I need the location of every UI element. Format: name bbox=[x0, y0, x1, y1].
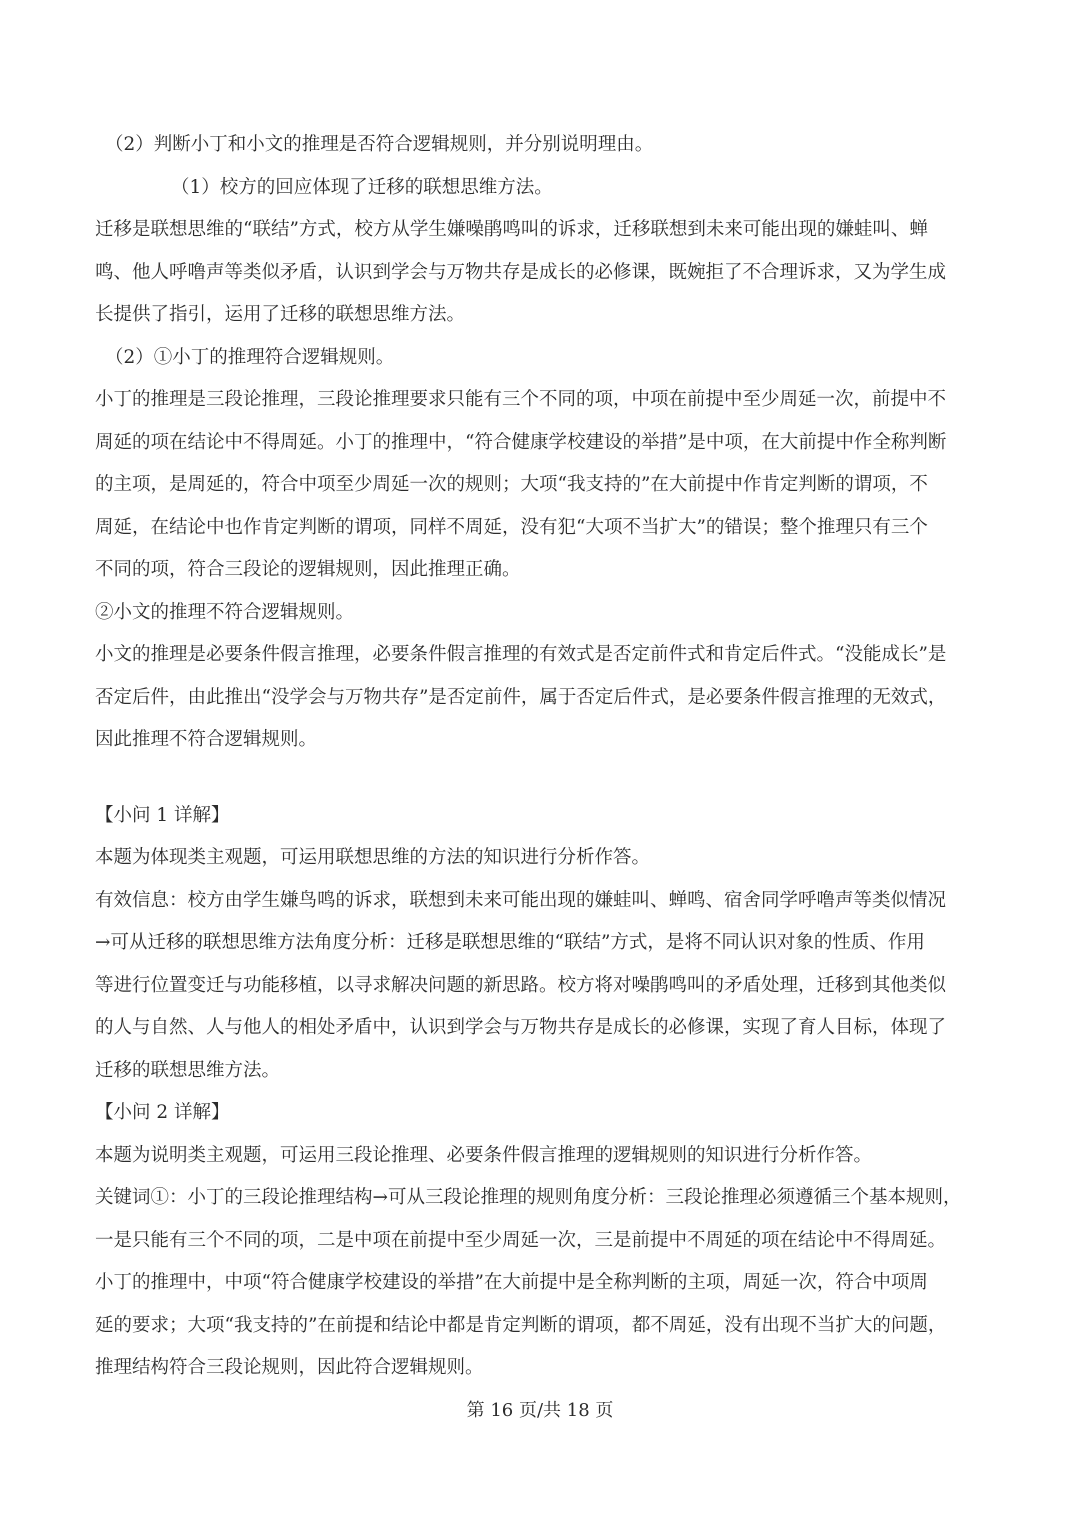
answer-part-2-sub-line: 小文的推理是必要条件假言推理，必要条件假言推理的有效式是否定前件式和肯定后件式。“没能成长”是 bbox=[95, 644, 947, 665]
analysis-q2-title: 【小问 2 详解】 bbox=[95, 1102, 230, 1123]
analysis-q2-line: 推理结构符合三段论规则，因此符合逻辑规则。 bbox=[95, 1357, 484, 1378]
analysis-q1-line: 等进行位置变迁与功能移植，以寻求解决问题的新思路。校方将对噪鹃鸣叫的矛盾处理，迁移到其他类似 bbox=[95, 974, 947, 996]
analysis-q2-line: 一是只能有三个不同的项，二是中项在前提中至少周延一次，三是前提中不周延的项在结论中不得周延。 bbox=[95, 1229, 947, 1251]
analysis-q2-line: 关键词①：小丁的三段论推理结构→可从三段论推理的规则角度分析：三段论推理必须遵循三个基本规则， bbox=[95, 1187, 962, 1208]
answer-part-2-line: 周延的项在结论中不得周延。小丁的推理中，“符合健康学校建设的举措”是中项，在大前提中作全称判断 bbox=[95, 431, 947, 453]
answer-part-2-line: 的主项，是周延的，符合中项至少周延一次的规则；大项“我支持的”在大前提中作肯定判断的谓项，不 bbox=[95, 474, 928, 495]
analysis-q1-line: 有效信息：校方由学生嫌鸟鸣的诉求，联想到未来可能出现的嫌蛙叫、蝉鸣、宿舍同学呼噜声等类似情况 bbox=[95, 889, 947, 911]
answer-part-1-line: 鸣、他人呼噜声等类似矛盾，认识到学会与万物共存是成长的必修课，既婉拒了不合理诉求，又为学生成 bbox=[95, 261, 947, 283]
analysis-q2-line: 本题为说明类主观题，可运用三段论推理、必要条件假言推理的逻辑规则的知识进行分析作答。 bbox=[95, 1144, 873, 1166]
answer-part-2-sub-heading: ②小文的推理不符合逻辑规则。 bbox=[95, 601, 355, 623]
section-gap bbox=[95, 762, 985, 795]
page-number-footer: 第 16 页/共 18 页 bbox=[466, 1400, 614, 1421]
analysis-q1-line: 的人与自然、人与他人的相处矛盾中，认识到学会与万物共存是成长的必修课，实现了育人目标，体现了 bbox=[95, 1017, 947, 1038]
answer-part-1-heading: （1）校方的回应体现了迁移的联想思维方法。 bbox=[171, 176, 553, 198]
answer-part-2-line: 小丁的推理是三段论推理，三段论推理要求只能有三个不同的项，中项在前提中至少周延一次，前提中不 bbox=[95, 389, 947, 410]
answer-part-2-sub-line: 因此推理不符合逻辑规则。 bbox=[95, 729, 318, 750]
answer-part-1-line: 迁移是联想思维的“联结”方式，校方从学生嫌噪鹃鸣叫的诉求，迁移联想到未来可能出现的嫌蛙叫、蝉 bbox=[95, 219, 928, 240]
analysis-q1-line: 本题为体现类主观题，可运用联想思维的方法的知识进行分析作答。 bbox=[95, 847, 651, 868]
analysis-q1-title: 【小问 1 详解】 bbox=[95, 804, 230, 826]
analysis-q2-line: 小丁的推理中，中项“符合健康学校建设的举措”在大前提中是全称判断的主项，周延一次，符合中项周 bbox=[95, 1272, 928, 1293]
analysis-q2-line: 延的要求；大项“我支持的”在前提和结论中都是肯定判断的谓项，都不周延，没有出现不当扩大的问题， bbox=[95, 1314, 947, 1336]
page-content bbox=[95, 124, 985, 1390]
answer-part-2-line: 不同的项，符合三段论的逻辑规则，因此推理正确。 bbox=[95, 559, 521, 580]
analysis-q1-line: 迁移的联想思维方法。 bbox=[95, 1059, 281, 1081]
answer-part-2-sub-line: 否定后件，由此推出“没学会与万物共存”是否定前件，属于否定后件式，是必要条件假言推理的无效式， bbox=[95, 686, 947, 708]
analysis-q1-line: →可从迁移的联想思维方法角度分析：迁移是联想思维的“联结”方式，是将不同认识对象的性质、作用 bbox=[95, 932, 925, 953]
answer-part-2-line: 周延，在结论中也作肯定判断的谓项，同样不周延，没有犯“大项不当扩大”的错误；整个推理只有三个 bbox=[95, 516, 928, 538]
answer-part-2-heading: （2）①小丁的推理符合逻辑规则。 bbox=[105, 346, 395, 368]
question-part-2: （2）判断小丁和小文的推理是否符合逻辑规则，并分别说明理由。 bbox=[105, 134, 654, 155]
answer-part-1-line: 长提供了指引，运用了迁移的联想思维方法。 bbox=[95, 304, 466, 325]
